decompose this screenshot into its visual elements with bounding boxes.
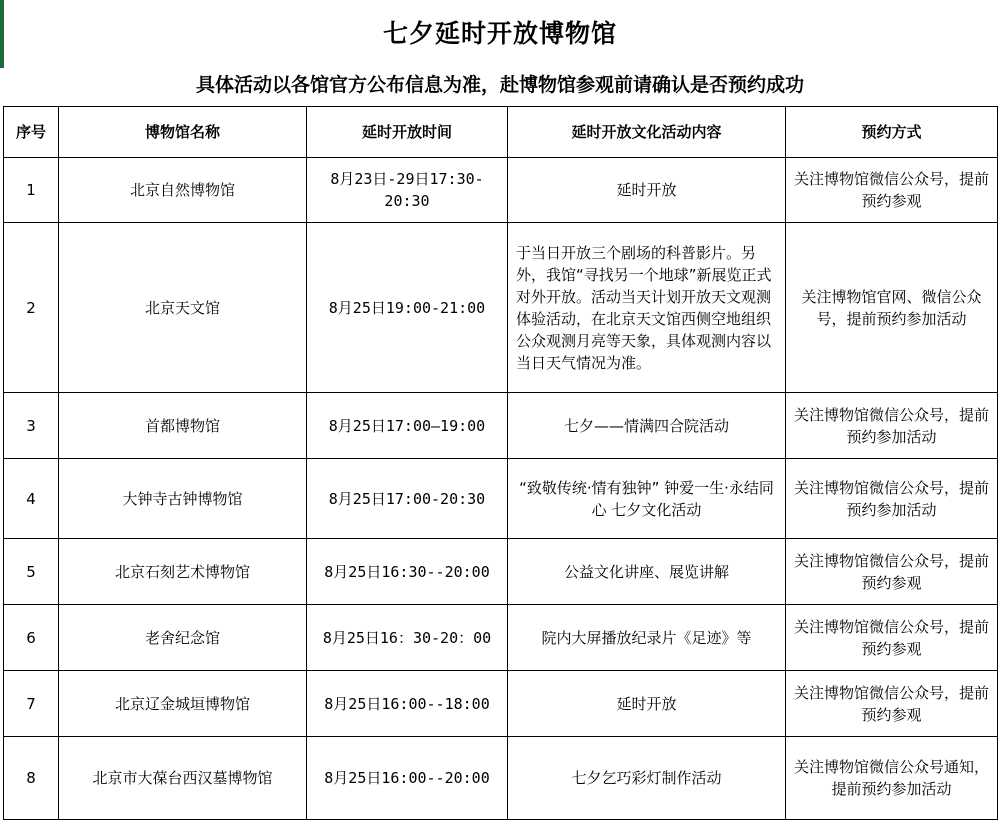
- header-no: 序号: [4, 107, 59, 158]
- cell-no: 4: [4, 459, 59, 539]
- cell-activity: “致敬传统·情有独钟” 钟爱一生·永结同心 七夕文化活动: [508, 459, 786, 539]
- cell-activity: 于当日开放三个剧场的科普影片。另外，我馆“寻找另一个地球”新展览正式对外开放。活动当天计划开放天文观测体验活动，在北京天文馆西侧空地组织公众观测月亮等天象，具体观测内容以当日天气情况为准。: [508, 223, 786, 393]
- cell-time: 8月25日17:00-20:30: [307, 459, 508, 539]
- cell-name: 老舍纪念馆: [59, 605, 307, 671]
- header-booking: 预约方式: [786, 107, 998, 158]
- cell-time: 8月25日16:00--18:00: [307, 671, 508, 737]
- cell-time: 8月25日17:00—19:00: [307, 393, 508, 459]
- cell-name: 大钟寺古钟博物馆: [59, 459, 307, 539]
- cell-no: 2: [4, 223, 59, 393]
- cell-booking: 关注博物馆官网、微信公众号，提前预约参加活动: [786, 223, 998, 393]
- cell-no: 1: [4, 158, 59, 223]
- cell-name: 首都博物馆: [59, 393, 307, 459]
- header-activity: 延时开放文化活动内容: [508, 107, 786, 158]
- cell-name: 北京辽金城垣博物馆: [59, 671, 307, 737]
- cell-booking: 关注博物馆微信公众号通知，提前预约参加活动: [786, 737, 998, 820]
- museum-table: [3, 106, 998, 820]
- cell-no: 5: [4, 539, 59, 605]
- table-row: [4, 393, 998, 459]
- table-row: [4, 223, 998, 393]
- cell-time: 8月25日19:00-21:00: [307, 223, 508, 393]
- cell-booking: 关注博物馆微信公众号，提前预约参观: [786, 671, 998, 737]
- cell-no: 3: [4, 393, 59, 459]
- cell-time: 8月25日16:00--20:00: [307, 737, 508, 820]
- cell-name: 北京自然博物馆: [59, 158, 307, 223]
- table-row: [4, 158, 998, 223]
- cell-booking: 关注博物馆微信公众号，提前预约参观: [786, 539, 998, 605]
- cell-time: 8月25日16:30--20:00: [307, 539, 508, 605]
- table-row: [4, 605, 998, 671]
- cell-no: 6: [4, 605, 59, 671]
- cell-name: 北京市大葆台西汉墓博物馆: [59, 737, 307, 820]
- page-subtitle: 具体活动以各馆官方公布信息为准，赴博物馆参观前请确认是否预约成功: [195, 74, 804, 96]
- cell-booking: 关注博物馆微信公众号，提前预约参观: [786, 158, 998, 223]
- cell-activity: 延时开放: [508, 158, 786, 223]
- cell-no: 8: [4, 737, 59, 820]
- cell-activity: 公益文化讲座、展览讲解: [508, 539, 786, 605]
- header-name: 博物馆名称: [59, 107, 307, 158]
- table-row: [4, 671, 998, 737]
- cell-booking: 关注博物馆微信公众号，提前预约参观: [786, 605, 998, 671]
- cell-activity: 延时开放: [508, 671, 786, 737]
- cell-no: 7: [4, 671, 59, 737]
- header-time: 延时开放时间: [307, 107, 508, 158]
- cell-name: 北京石刻艺术博物馆: [59, 539, 307, 605]
- cell-activity: 七夕——情满四合院活动: [508, 393, 786, 459]
- table-row: [4, 737, 998, 820]
- table-row: [4, 539, 998, 605]
- cell-name: 北京天文馆: [59, 223, 307, 393]
- cell-time: 8月23日-29日17:30-20:30: [307, 158, 508, 223]
- cell-time: 8月25日16：30-20：00: [307, 605, 508, 671]
- cell-booking: 关注博物馆微信公众号，提前预约参加活动: [786, 393, 998, 459]
- table-header-row: [4, 107, 998, 158]
- cell-booking: 关注博物馆微信公众号，提前预约参加活动: [786, 459, 998, 539]
- table-row: [4, 459, 998, 539]
- page-title: 七夕延时开放博物馆: [382, 19, 617, 48]
- cell-activity: 院内大屏播放纪录片《足迹》等: [508, 605, 786, 671]
- cell-activity: 七夕乞巧彩灯制作活动: [508, 737, 786, 820]
